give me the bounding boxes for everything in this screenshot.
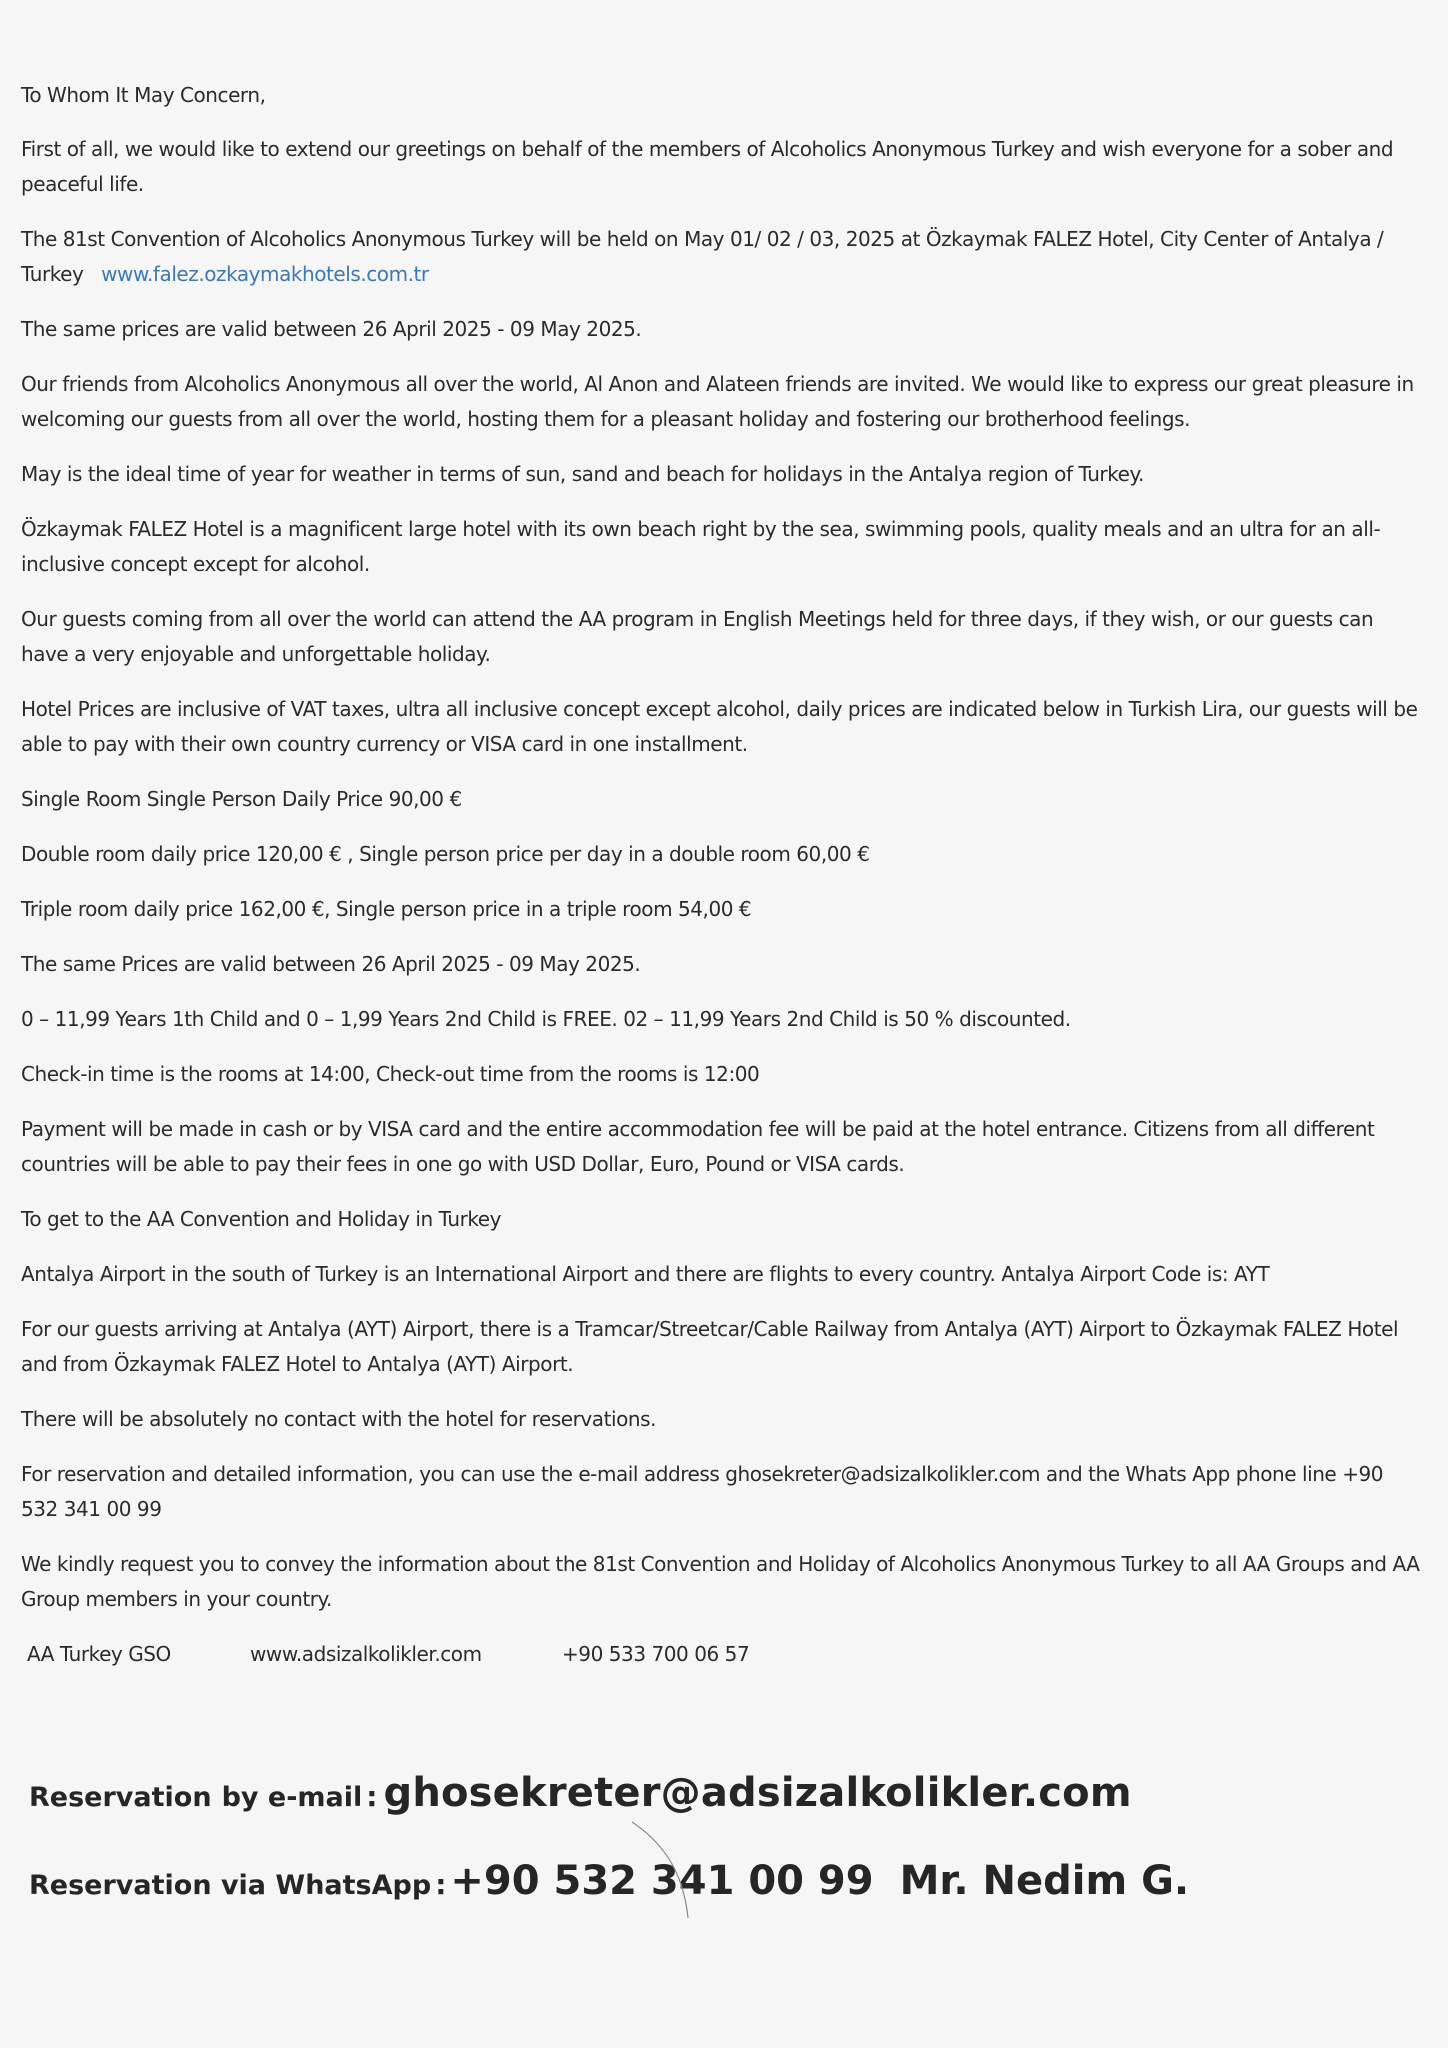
- reservation-contact-name: Mr. Nedim G.: [899, 1858, 1190, 1904]
- reservation-email-label-2: by e-mail: [221, 1782, 363, 1813]
- paragraph-prices: Hotel Prices are inclusive of VAT taxes, ultra all inclusive concept except alcohol, daily prices are indicated below in Turkish Lira, our guests will be able to pay with their own country currency or VISA card in one installment.: [21, 697, 1418, 756]
- reservation-email-colon: :: [366, 1780, 378, 1813]
- pen-stroke-path: [632, 1822, 688, 1918]
- paragraph-price-validity: The same prices are valid between 26 April 2025 - 09 May 2025.: [21, 317, 642, 341]
- paragraph-reservation-info: For reservation and detailed information, you can use the e-mail address ghosekreter@adsizalkolikler.com and the Whats App phone line +90 532 341 00 99: [21, 1462, 1384, 1521]
- footer-phone: +90 533 700 06 57: [562, 1642, 750, 1666]
- paragraph-program: Our guests coming from all over the world can attend the AA program in English Meetings held for three days, if they wish, or our guests can have a very enjoyable and unforgettable holiday.: [21, 607, 1374, 666]
- paragraph-weather: May is the ideal time of year for weather in terms of sun, sand and beach for holidays in the Antalya region of Turkey.: [21, 462, 1144, 486]
- paragraph-double-room: Double room daily price 120,00 € , Single person price per day in a double room 60,00 €: [21, 842, 870, 866]
- paragraph-invitation: Our friends from Alcoholics Anonymous all over the world, Al Anon and Alateen friends are invited. We would like to express our great pleasure in welcoming our guests from all over the world, hosting them for a pleasant holiday and fostering our brotherhood feelings.: [21, 372, 1414, 431]
- reservation-email-value[interactable]: ghosekreter@adsizalkolikler.com: [383, 1770, 1132, 1816]
- paragraph-single-room: Single Room Single Person Daily Price 90,00 €: [21, 787, 462, 811]
- paragraph-request: We kindly request you to convey the information about the 81st Convention and Holiday of Alcoholics Anonymous Turkey to all AA Groups and AA Group members in your country.: [21, 1552, 1420, 1611]
- paragraph-getting-there: To get to the AA Convention and Holiday in Turkey: [21, 1207, 502, 1231]
- paragraph-greetings: First of all, we would like to extend our greetings on behalf of the members of Alcoholics Anonymous Turkey and wish everyone for a sober and peaceful life.: [21, 137, 1394, 196]
- paragraph-price-validity-2: The same Prices are valid between 26 April 2025 - 09 May 2025.: [21, 952, 641, 976]
- footer-website[interactable]: www.adsizalkolikler.com: [250, 1642, 482, 1666]
- salutation: To Whom It May Concern,: [21, 83, 266, 107]
- paragraph-no-contact: There will be absolutely no contact with the hotel for reservations.: [21, 1407, 657, 1431]
- paragraph-triple-room: Triple room daily price 162,00 €, Single person price in a triple room 54,00 €: [21, 897, 752, 921]
- hotel-website-link[interactable]: www.falez.ozkaymakhotels.com.tr: [101, 262, 429, 286]
- paragraph-tramcar: For our guests arriving at Antalya (AYT) Airport, there is a Tramcar/Streetcar/Cable Railway from Antalya (AYT) Airport to Özkaymak FALEZ Hotel and from Özkaymak FALEZ Hotel to Antalya (AYT) Airport.: [21, 1317, 1399, 1376]
- reservation-email-label: Reservation: [29, 1782, 212, 1813]
- paragraph-payment: Payment will be made in cash or by VISA card and the entire accommodation fee will be paid at the hotel entrance. Citizens from all different countries will be able to pay their fees in one go with USD Dollar, Euro, Pound or VISA cards.: [21, 1117, 1375, 1176]
- paragraph-hotel: Özkaymak FALEZ Hotel is a magnificent large hotel with its own beach right by the sea, swimming pools, quality meals and an ultra for an all-inclusive concept except for alcohol.: [21, 517, 1381, 576]
- reservation-whatsapp-label: Reservation via WhatsApp: [29, 1870, 432, 1901]
- footer-org: AA Turkey GSO: [27, 1642, 171, 1666]
- convention-text: The 81st Convention of Alcoholics Anonymous Turkey will be held on May 01/ 02 / 03, 2025 at Özkaymak FALEZ Hotel, City Center of Antalya / Turkey: [21, 227, 1384, 286]
- paragraph-children: 0 – 11,99 Years 1th Child and 0 – 1,99 Years 2nd Child is FREE. 02 – 11,99 Years 2nd Child is 50 % discounted.: [21, 1007, 1071, 1031]
- reservation-whatsapp-colon: :: [435, 1868, 447, 1901]
- paragraph-checkin: Check-in time is the rooms at 14:00, Check-out time from the rooms is 12:00: [21, 1062, 760, 1086]
- reservation-whatsapp-value[interactable]: +90 532 341 00 99: [450, 1858, 874, 1904]
- paragraph-airport: Antalya Airport in the south of Turkey is an International Airport and there are flights to every country. Antalya Airport Code is: AYT: [21, 1262, 1270, 1286]
